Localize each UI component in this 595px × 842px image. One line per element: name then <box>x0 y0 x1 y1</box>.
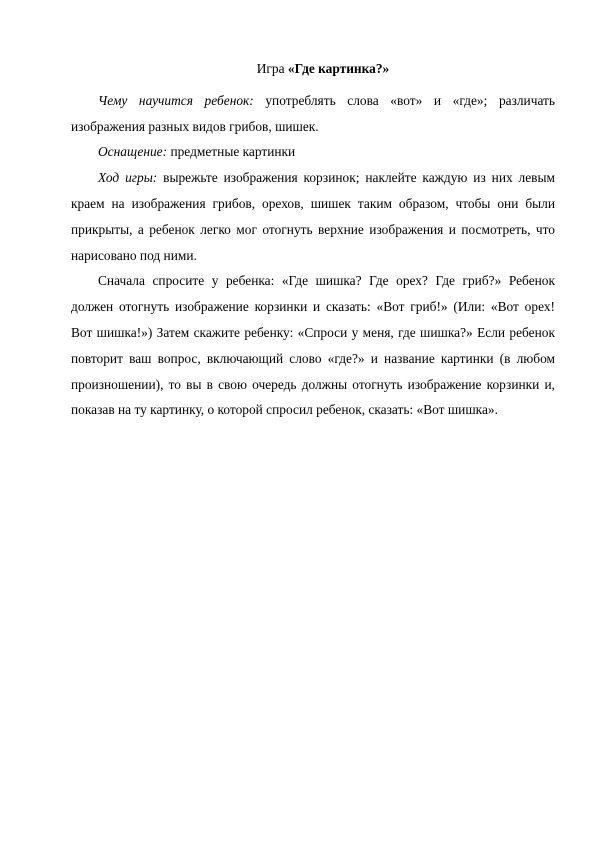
document-body <box>71 56 555 423</box>
paragraph-equipment <box>71 139 555 165</box>
paragraph-learning-goal <box>71 88 555 140</box>
paragraph-label: Оснащение: <box>98 144 168 160</box>
paragraph-text: употреблять слова «вот» и «где»; различать изображения разных видов грибов, шишек. <box>71 92 556 134</box>
paragraph-game-procedure <box>71 165 555 268</box>
paragraph-label: Ход игры: <box>98 170 158 186</box>
paragraph-text: Сначала спросите у ребенка: «Где шишка? Где орех? Где гриб?» Ребенок должен отогнуть изображение корзинки и сказать: «Вот гриб!» (Или: «Вот орех! Вот шишка!») Затем скажите ребенку: «Спроси у меня, где шишка?» Если ребенок повторит ваш вопрос, включающий слово «где?» и название картинки (в любом произношении), то вы в свою очередь должны отогнуть изображение корзинки и, показав на ту картинку, о которой спросил ребенок, сказать: «Вот шишка». <box>71 273 555 418</box>
paragraph-instructions <box>71 268 555 423</box>
paragraph-label: Чему научится ребенок: <box>98 92 254 108</box>
title-prefix: Игра <box>256 61 288 76</box>
document-title <box>71 56 555 82</box>
paragraph-text: вырежьте изображения корзинок; наклейте каждую из них левым краем на изображения грибов, орехов, шишек таким образом, чтобы они были прикрыты, а ребенок легко мог отогнуть верхние изображения и посмотреть, что нарисовано под ними. <box>71 170 555 263</box>
title-game-name: «Где картинка?» <box>287 61 390 76</box>
paragraph-text: предметные картинки <box>167 144 296 160</box>
